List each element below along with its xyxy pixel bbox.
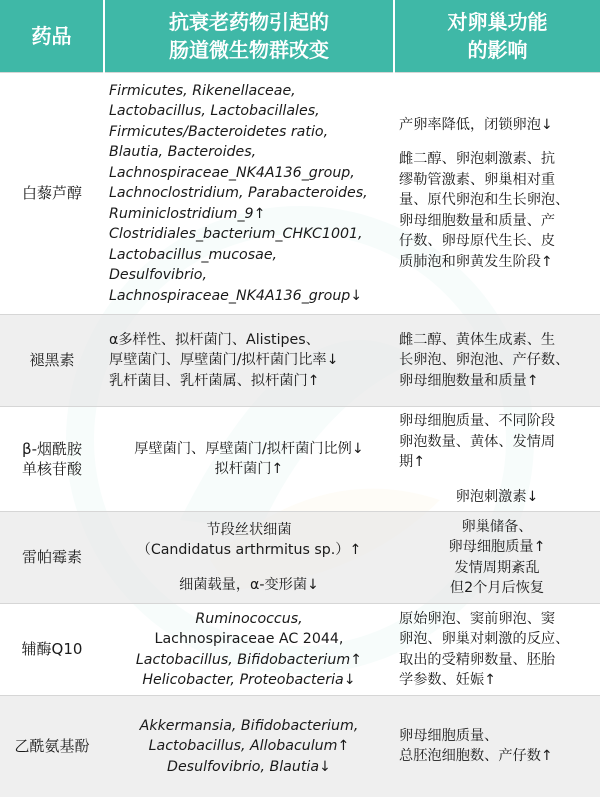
microbiota-change: 厚壁菌门、厚壁菌门/拟杆菌门比例↓ 拟杆菌门↑ <box>104 407 394 512</box>
ovarian-effect: 雌二醇、黄体生成素、生 长卵泡、卵泡池、产仔数、 卵母细胞数量和质量↑ <box>394 315 600 407</box>
ovarian-effect: 卵巢储备、 卵母细胞质量↑ 发情周期紊乱 但2个月后恢复 <box>394 512 600 604</box>
drug-name: 雷帕霉素 <box>0 512 104 604</box>
microbiota-change: α多样性、拟杆菌门、Alistipes、 厚壁菌门、厚壁菌门/拟杆菌门比率↓ 乳杆菌目、乳杆菌属、拟杆菌门↑ <box>104 315 394 407</box>
table-row <box>0 604 600 696</box>
microbiota-change: Ruminococcus, Lachnospiraceae AC 2044, Lactobacillus, Bifidobacterium↑ Helicobacter, Proteobacteria↓ <box>104 604 394 696</box>
ovarian-effect: 原始卵泡、窦前卵泡、窦 卵泡、卵巢对刺激的反应、 取出的受精卵数量、胚胎 学参数、妊娠↑ <box>394 604 600 696</box>
header-row <box>0 0 600 73</box>
drug-name: 褪黑素 <box>0 315 104 407</box>
table-row <box>0 73 600 315</box>
table-row <box>0 696 600 797</box>
drug-name: 乙酰氨基酚 <box>0 696 104 797</box>
table-row <box>0 315 600 407</box>
header-microbiota: 抗衰老药物引起的 肠道微生物群改变 <box>104 0 394 73</box>
table-row <box>0 512 600 604</box>
microbiota-change: 节段丝状细菌 （Candidatus arthrmitus sp.）↑ 细菌载量，α-变形菌↓ <box>104 512 394 604</box>
header-drug: 药品 <box>0 0 104 73</box>
microbiota-change: Akkermansia, Bifidobacterium, Lactobacillus, Allobaculum↑ Desulfovibrio, Blautia↓ <box>104 696 394 797</box>
microbiota-change: Firmicutes, Rikenellaceae, Lactobacillus, Lactobacillales, Firmicutes/Bacteroidetes ratio, Blautia, Bacteroides, Lachnospiraceae_NK4A136_group, Lachnoclostridium, Parabacteroides, Ruminiclostridium_9↑ Clostridiales_bacterium_CHKC1001, Lactobacillus_mucosae, Desulfovibrio, Lachnospiraceae_NK4A136_group↓ <box>104 73 394 315</box>
table-row <box>0 407 600 512</box>
ovarian-effect: 产卵率降低，闭锁卵泡↓ 雌二醇、卵泡刺激素、抗 缪勒管激素、卵巢相对重 量、原代卵泡和生长卵泡、 卵母细胞数量和质量、产 仔数、卵母原代生长、皮 质肺泡和卵黄发生阶段↑ <box>394 73 600 315</box>
drug-name: β-烟酰胺 单核苷酸 <box>0 407 104 512</box>
header-ovarian-effect: 对卵巢功能 的影响 <box>394 0 600 73</box>
drug-name: 白藜芦醇 <box>0 73 104 315</box>
ovarian-effect: 卵母细胞质量、不同阶段 卵泡数量、黄体、发情周 期↑ 卵泡刺激素↓ <box>394 407 600 512</box>
drug-name: 辅酶Q10 <box>0 604 104 696</box>
ovarian-effect: 卵母细胞质量、 总胚泡细胞数、产仔数↑ <box>394 696 600 797</box>
